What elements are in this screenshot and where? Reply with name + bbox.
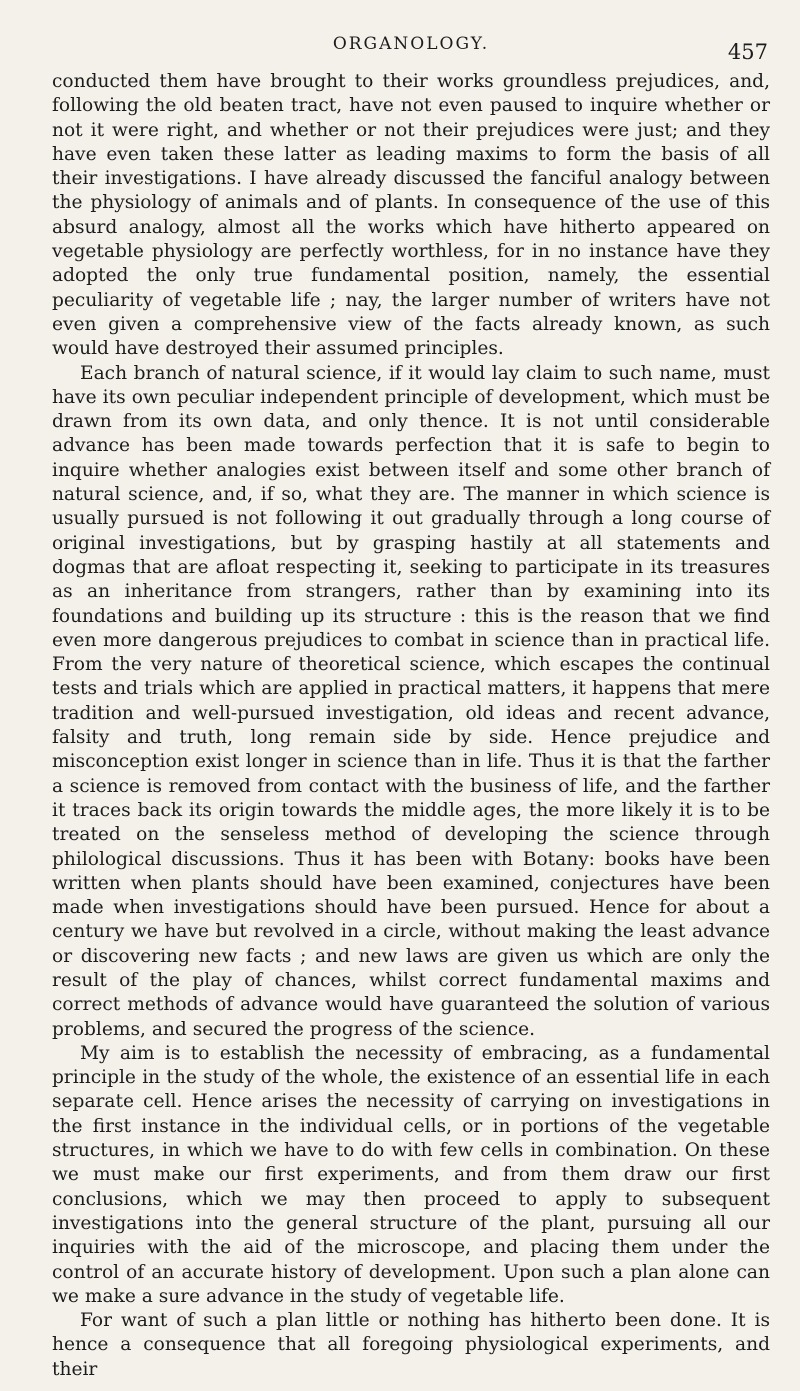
paragraph: Each branch of natural science, if it would lay claim to such name, must have its own peculiar independent principle of development, which must be drawn from its own data, and only thence. It is not until considerable advance has been made towards perfection that it is safe to begin to inquire whether analogies exist between itself and some other branch of natural science, and, if so, what they are. The manner in which science is usually pursued is not following it out gradually through a long course of original investigations, but by grasping hastily at all statements and dogmas that are afloat respecting it, seeking to participate in its treasures as an inheritance from strangers, rather than by examining into its foundations and building up its structure : this is the reason that we find even more dangerous prejudices to combat in science than in practical life. From the very nature of theoretical science, which escapes the continual tests and trials which are applied in practical matters, it happens that mere tradition and well-pursued investigation, old ideas and recent advance, falsity and truth, long remain side by side. Hence prejudice and misconception exist longer in science than in life. Thus it is that the farther a science is removed from contact with the business of life, and the farther it traces back its origin towards the middle ages, the more likely it is to be treated on the senseless method of developing the science through philological discussions. Thus it has been with Botany: books have been written when plants should have been examined, conjectures have been made when investigations should have been pursued. Hence for about a century we have but revolved in a circle, without making the least advance or discovering new facts ; and new laws are given us which are only the result of the play of chances, whilst correct fundamental maxims and correct methods of advance would have guaranteed the solution of various problems, and secured the progress of the science.	[52, 362, 770, 1040]
running-title: ORGANOLOGY.	[332, 34, 490, 54]
body-text	[52, 70, 770, 1382]
paragraph: For want of such a plan little or nothing has hitherto been done. It is hence a consequence that all foregoing physiological experiments, and their	[52, 1310, 770, 1380]
page-header	[52, 28, 770, 68]
paragraph: My aim is to establish the necessity of embracing, as a fundamental principle in the study of the whole, the existence of an essential life in each separate cell. Hence arises the necessity of carrying on investigations in the first instance in the individual cells, or in portions of the vegetable structures, in which we have to do with few cells in combination. On these we must make our first experiments, and from them draw our first conclusions, which we may then proceed to apply to subsequent investigations into the general structure of the plant, pursuing all our inquiries with the aid of the microscope, and placing them under the control of an accurate history of development. Upon such a plan alone can we make a sure advance in the study of vegetable life.	[52, 1042, 770, 1307]
paragraph: conducted them have brought to their works groundless prejudices, and, following the old beaten tract, have not even paused to inquire whether or not it were right, and whether or not their prejudices were just; and they have even taken these latter as leading maxims to form the basis of all their investigations. I have already discussed the fanciful analogy between the physiology of animals and of plants. In consequence of the use of this absurd analogy, almost all the works which have hitherto appeared on vegetable physiology are perfectly worthless, for in no instance have they adopted the only true fundamental position, namely, the essential peculiarity of vegetable life ; nay, the larger number of writers have not even given a comprehensive view of the facts already known, as such would have destroyed their assumed principles.	[52, 71, 770, 360]
page-number: 457	[727, 40, 768, 64]
